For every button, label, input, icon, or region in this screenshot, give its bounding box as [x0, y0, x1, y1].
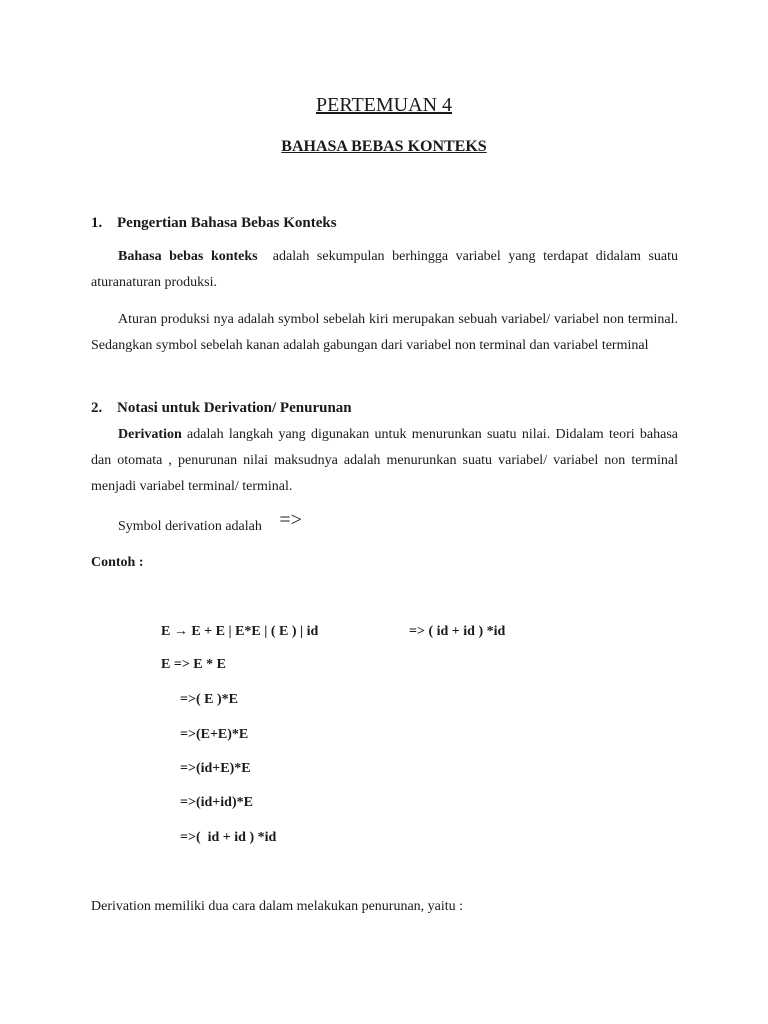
section-2-paragraph-1	[91, 422, 678, 500]
derivation-definition-text: adalah langkah yang digunakan untuk menurunkan suatu nilai. Didalam teori bahasa dan otomata , penurunan nilai maksudnya adalah menurunkan suatu variabel/ variabel non terminal menjadi variabel terminal/ terminal.	[91, 427, 678, 494]
derivation-symbol: =>	[279, 509, 302, 531]
page-title: PERTEMUAN 4	[315, 94, 453, 116]
section-1-paragraph-2: Aturan produksi nya adalah symbol sebelah kiri merupakan sebuah variabel/ variabel non terminal. Sedangkan symbol sebelah kanan adalah gabungan dari variabel non terminal dan variabel terminal	[91, 312, 678, 353]
page-subtitle: BAHASA BEBAS KONTEKS	[281, 138, 487, 155]
section-1-number: 1.	[91, 215, 103, 231]
derivation-step: =>( E )*E	[180, 692, 238, 707]
section-1-title: Pengertian Bahasa Bebas Konteks	[117, 215, 337, 231]
derivation-step: E => E * E	[161, 657, 226, 672]
derivation-step: =>(id+id)*E	[180, 795, 253, 810]
derivation-step: =>(E+E)*E	[180, 727, 249, 742]
symbol-derivation-label: Symbol derivation adalah	[118, 519, 262, 534]
contoh-label: Contoh :	[91, 555, 144, 570]
closing-sentence: Derivation memiliki dua cara dalam melakukan penurunan, yaitu :	[91, 899, 464, 914]
section-2-title: Notasi untuk Derivation/ Penurunan	[117, 400, 352, 416]
paragraph-1-text: adalah sekumpulan berhingga variabel yang terdapat didalam suatu aturanaturan produksi.	[91, 249, 678, 290]
section-2-number: 2.	[91, 400, 103, 416]
derivation-step: =>(id+E)*E	[180, 761, 251, 776]
section-2-heading	[91, 400, 352, 417]
symbol-derivation-line	[118, 509, 302, 536]
derivation-target: => ( id + id ) *id	[409, 624, 506, 639]
section-1-paragraph-1	[91, 244, 678, 296]
section-1-heading	[91, 215, 337, 232]
derivation-step: =>( id + id ) *id	[180, 830, 277, 845]
grammar-rule: E → E + E | E*E | ( E ) | id	[161, 624, 319, 639]
term-bahasa-bebas-konteks: Bahasa bebas konteks	[118, 249, 258, 264]
term-derivation: Derivation	[118, 427, 182, 442]
